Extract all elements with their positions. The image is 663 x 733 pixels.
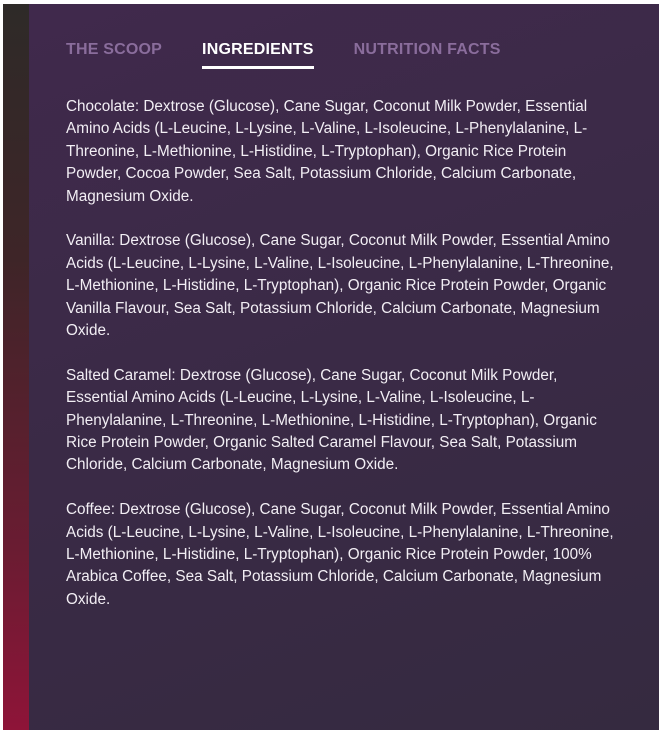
accent-strip [3, 4, 29, 730]
tab-nutrition-facts[interactable]: NUTRITION FACTS [353, 41, 501, 58]
tab-ingredients[interactable]: INGREDIENTS [202, 41, 314, 69]
ingredients-content [66, 96, 623, 611]
ingredients-vanilla: Vanilla: Dextrose (Glucose), Cane Sugar, Coconut Milk Powder, Essential Amino Acids (L-Leucine, L-Lysine, L-Valine, L-Isoleucine, L-Phenylalanine, L-Threonine, L-Methionine, L-Histidine, L-Tryptophan), Organic Rice Protein Powder, Organic Vanilla Flavour, Sea Salt, Potassium Chloride, Calcium Carbonate, Magnesium Oxide. [66, 232, 614, 340]
tab-the-scoop[interactable]: THE SCOOP [66, 41, 163, 58]
ingredients-salted-caramel: Salted Caramel: Dextrose (Glucose), Cane Sugar, Coconut Milk Powder, Essential Amino Acids (L-Leucine, L-Lysine, L-Valine, L-Isoleucine, L-Phenylalanine, L-Threonine, L-Methionine, L-Histidine, L-Tryptophan), Organic Rice Protein Powder, Organic Salted Caramel Flavour, Sea Salt, Potassium Chloride, Calcium Carbonate, Magnesium Oxide. [66, 366, 597, 474]
ingredients-coffee: Coffee: Dextrose (Glucose), Cane Sugar, Coconut Milk Powder, Essential Amino Acids (L-Leucine, L-Lysine, L-Valine, L-Isoleucine, L-Phenylalanine, L-Threonine, L-Methionine, L-Histidine, L-Tryptophan), Organic Rice Protein Powder, 100% Arabica Coffee, Sea Salt, Potassium Chloride, Calcium Carbonate, Magnesium Oxide. [66, 501, 614, 608]
ingredients-chocolate: Chocolate: Dextrose (Glucose), Cane Sugar, Coconut Milk Powder, Essential Amino Acids (L-Leucine, L-Lysine, L-Valine, L-Isoleucine, L-Phenylalanine, L-Threonine, L-Methionine, L-Histidine, L-Tryptophan), Organic Rice Protein Powder, Cocoa Powder, Sea Salt, Potassium Chloride, Calcium Carbonate, Magnesium Oxide. [66, 98, 588, 205]
tab-bar [66, 4, 623, 72]
product-info-frame [3, 4, 659, 730]
product-info-panel [29, 4, 659, 730]
